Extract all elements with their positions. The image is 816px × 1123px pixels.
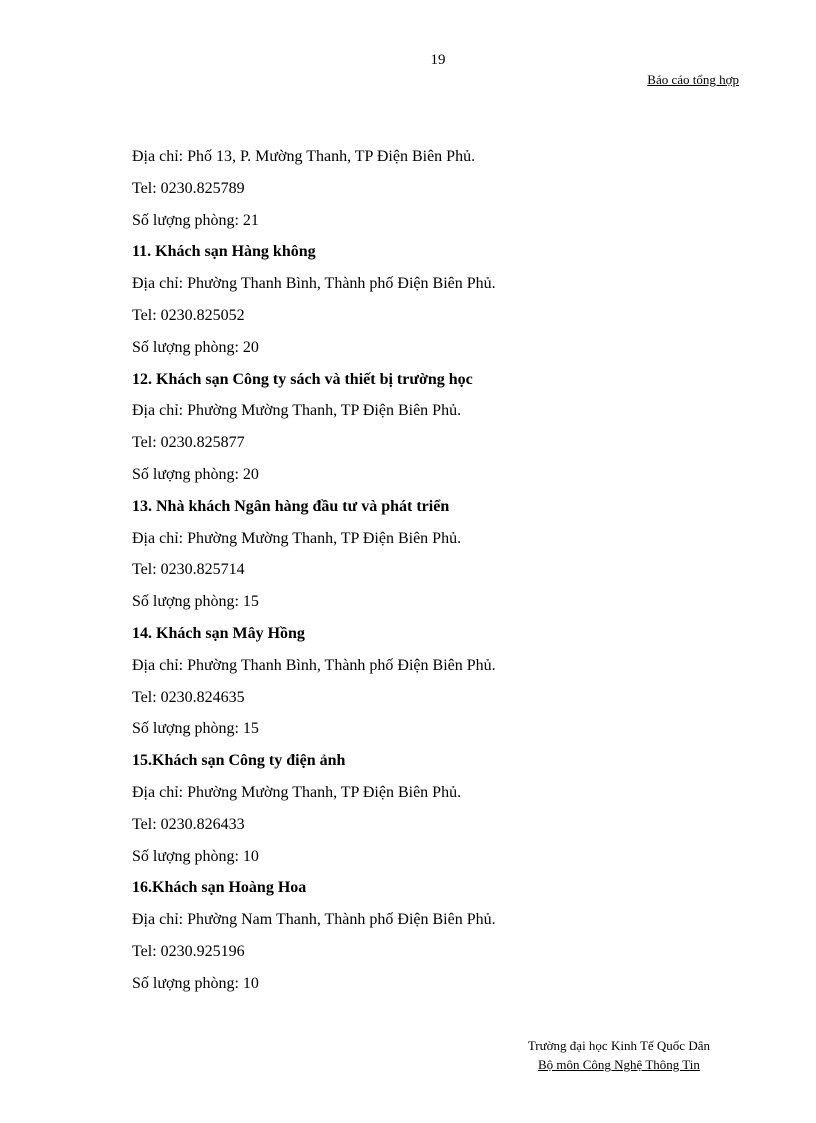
- body-line: Số lượng phòng: 15: [132, 593, 259, 611]
- section-heading: 15.Khách sạn Công ty điện ảnh: [132, 752, 346, 770]
- body-line: Số lượng phòng: 21: [132, 211, 259, 229]
- body-line: Tel: 0230.824635: [132, 688, 245, 706]
- body-line: Số lượng phòng: 15: [132, 720, 259, 738]
- body-line: Địa chỉ: Phường Mường Thanh, TP Điện Biên Phủ.: [132, 529, 462, 547]
- footer: [528, 1036, 710, 1074]
- section-heading: 16.Khách sạn Hoàng Hoa: [132, 879, 307, 897]
- header-title: Báo cáo tổng hợp: [647, 72, 739, 87]
- body-line: Tel: 0230.825052: [132, 306, 245, 324]
- page-number: 19: [430, 52, 446, 68]
- body-line: Tel: 0230.825789: [132, 179, 245, 197]
- body-line: Số lượng phòng: 10: [132, 847, 259, 865]
- body-line: Tel: 0230.825714: [132, 561, 245, 579]
- document-body: [132, 141, 732, 1000]
- body-line: Địa chỉ: Phố 13, P. Mường Thanh, TP Điện Biên Phủ.: [132, 148, 476, 165]
- body-line: Số lượng phòng: 20: [132, 338, 259, 356]
- body-line: Tel: 0230.825877: [132, 434, 245, 452]
- body-line: Số lượng phòng: 20: [132, 465, 259, 483]
- body-line: Tel: 0230.826433: [132, 815, 245, 833]
- footer-university: Trường đại học Kinh Tế Quốc Dân: [527, 1038, 710, 1053]
- body-line: Tel: 0230.925196: [132, 942, 245, 960]
- section-heading: 12. Khách sạn Công ty sách và thiết bị trường học: [132, 370, 473, 388]
- footer-department: Bộ môn Công Nghệ Thông Tin: [537, 1057, 700, 1072]
- section-heading: 14. Khách sạn Mây Hồng: [132, 624, 305, 642]
- body-line: Địa chỉ: Phường Thanh Bình, Thành phố Điện Biên Phủ.: [132, 275, 496, 293]
- body-line: Số lượng phòng: 10: [132, 974, 259, 992]
- body-line: Địa chỉ: Phường Thanh Bình, Thành phố Điện Biên Phủ.: [132, 656, 496, 674]
- body-line: Địa chỉ: Phường Nam Thanh, Thành phố Điện Biên Phủ.: [132, 911, 496, 929]
- body-line: Địa chỉ: Phường Mường Thanh, TP Điện Biên Phủ.: [132, 402, 462, 420]
- section-heading: 11. Khách sạn Hàng không: [132, 243, 316, 261]
- section-heading: 13. Nhà khách Ngân hàng đầu tư và phát triển: [132, 497, 450, 515]
- body-line: Địa chỉ: Phường Mường Thanh, TP Điện Biên Phủ.: [132, 783, 462, 801]
